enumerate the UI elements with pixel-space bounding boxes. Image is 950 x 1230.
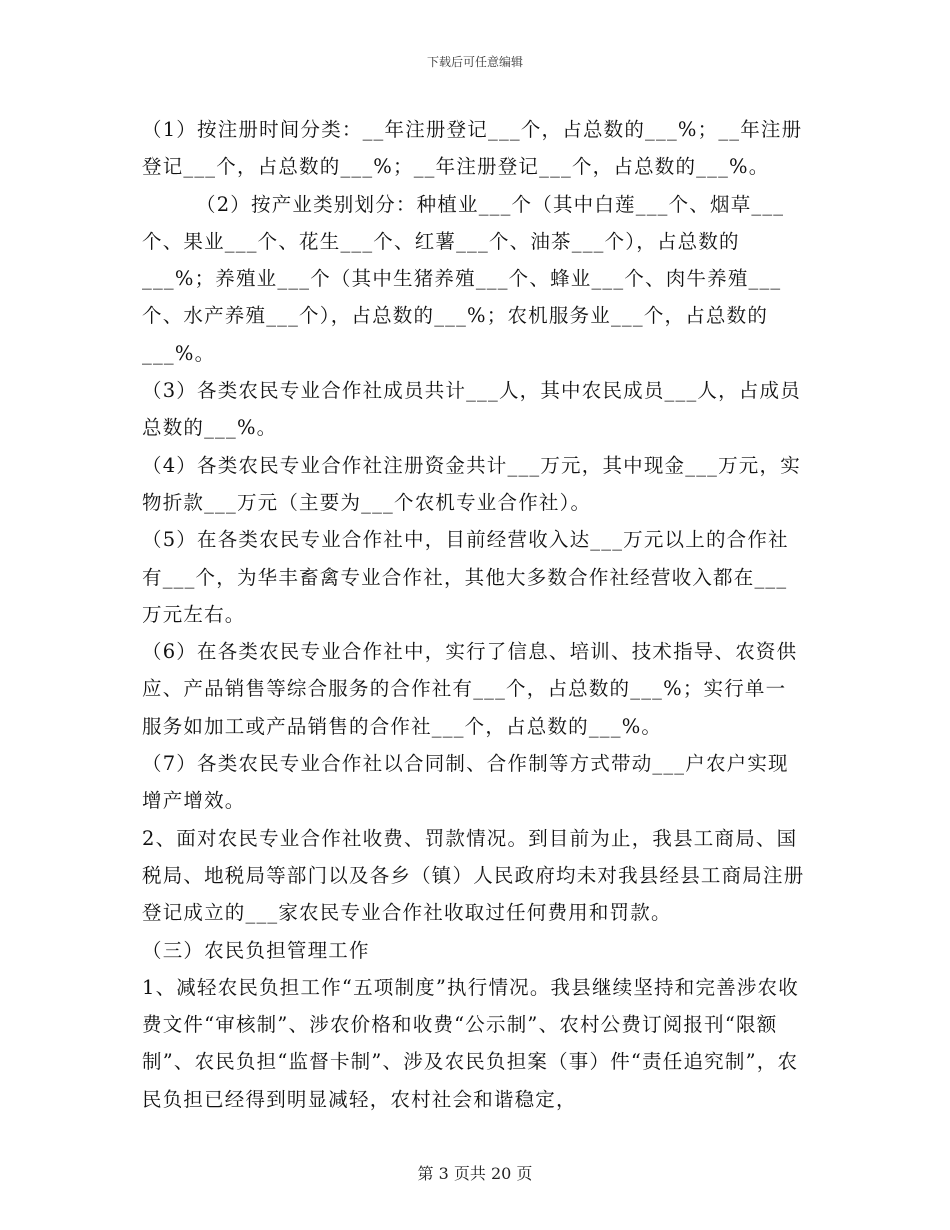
paragraph-members: （3）各类农民专业合作社成员共计___人，其中农民成员___人，占成员总数的___%。 (142, 379, 801, 440)
document-body (142, 111, 807, 1118)
paragraph-registration-time: （1）按注册时间分类：__年注册登记___个，占总数的___%；__年注册登记___个，占总数的___%；__年注册登记___个，占总数的___%。 (142, 118, 803, 179)
paragraph-fees-fines: 2、面对农民专业合作社收费、罚款情况。到目前为止，我县工商局、国税局、地税局等部门以及各乡（镇）人民政府均未对我县经县工商局注册登记成立的___家农民专业合作社收取过任何费用和罚款。 (142, 826, 805, 925)
paragraph-industry-category: （2）按产业类别划分：种植业___个（其中白莲___个、烟草___个、果业___个、花生___个、红薯___个、油茶___个），占总数的___%；养殖业___个（其中生猪养殖___个、蜂业___个、肉牛养殖___个、水产养殖___个），占总数的___%；农机服务业___个，占总数的___%。 (142, 192, 785, 365)
paragraph-operating-income: （5）在各类农民专业合作社中，目前经营收入达___万元以上的合作社有___个，为华丰畜禽专业合作社，其他大多数合作社经营收入都在___万元左右。 (142, 528, 789, 626)
page-header-note: 下载后可任意编辑 (426, 55, 523, 69)
section-heading-farmer-burden: （三）农民负担管理工作 (142, 938, 370, 962)
paragraph-farmer-households: （7）各类农民专业合作社以合同制、合作制等方式带动___户农户实现增产增效。 (142, 752, 789, 813)
paragraph-registered-capital: （4）各类农民专业合作社注册资金共计___万元，其中现金___万元，实物折款___万元（主要为___个农机专业合作社）。 (142, 453, 801, 514)
paragraph-five-systems: 1、减轻农民负担工作“五项制度”执行情况。我县继续坚持和完善涉农收费文件“审核制”、涉农价格和收费“公示制”、农村公费订阅报刊“限额制”、农民负担“监督卡制”、涉及农民负担案（事）件“责任追究制”，农民负担已经得到明显减轻，农村社会和谐稳定， (142, 975, 799, 1111)
page-number-footer: 第 3 页共 20 页 (417, 1164, 533, 1183)
paragraph-services: （6）在各类农民专业合作社中，实行了信息、培训、技术指导、农资供应、产品销售等综合服务的合作社有___个，占总数的___%；实行单一服务如加工或产品销售的合作社___个，占总数的___%。 (142, 640, 798, 738)
